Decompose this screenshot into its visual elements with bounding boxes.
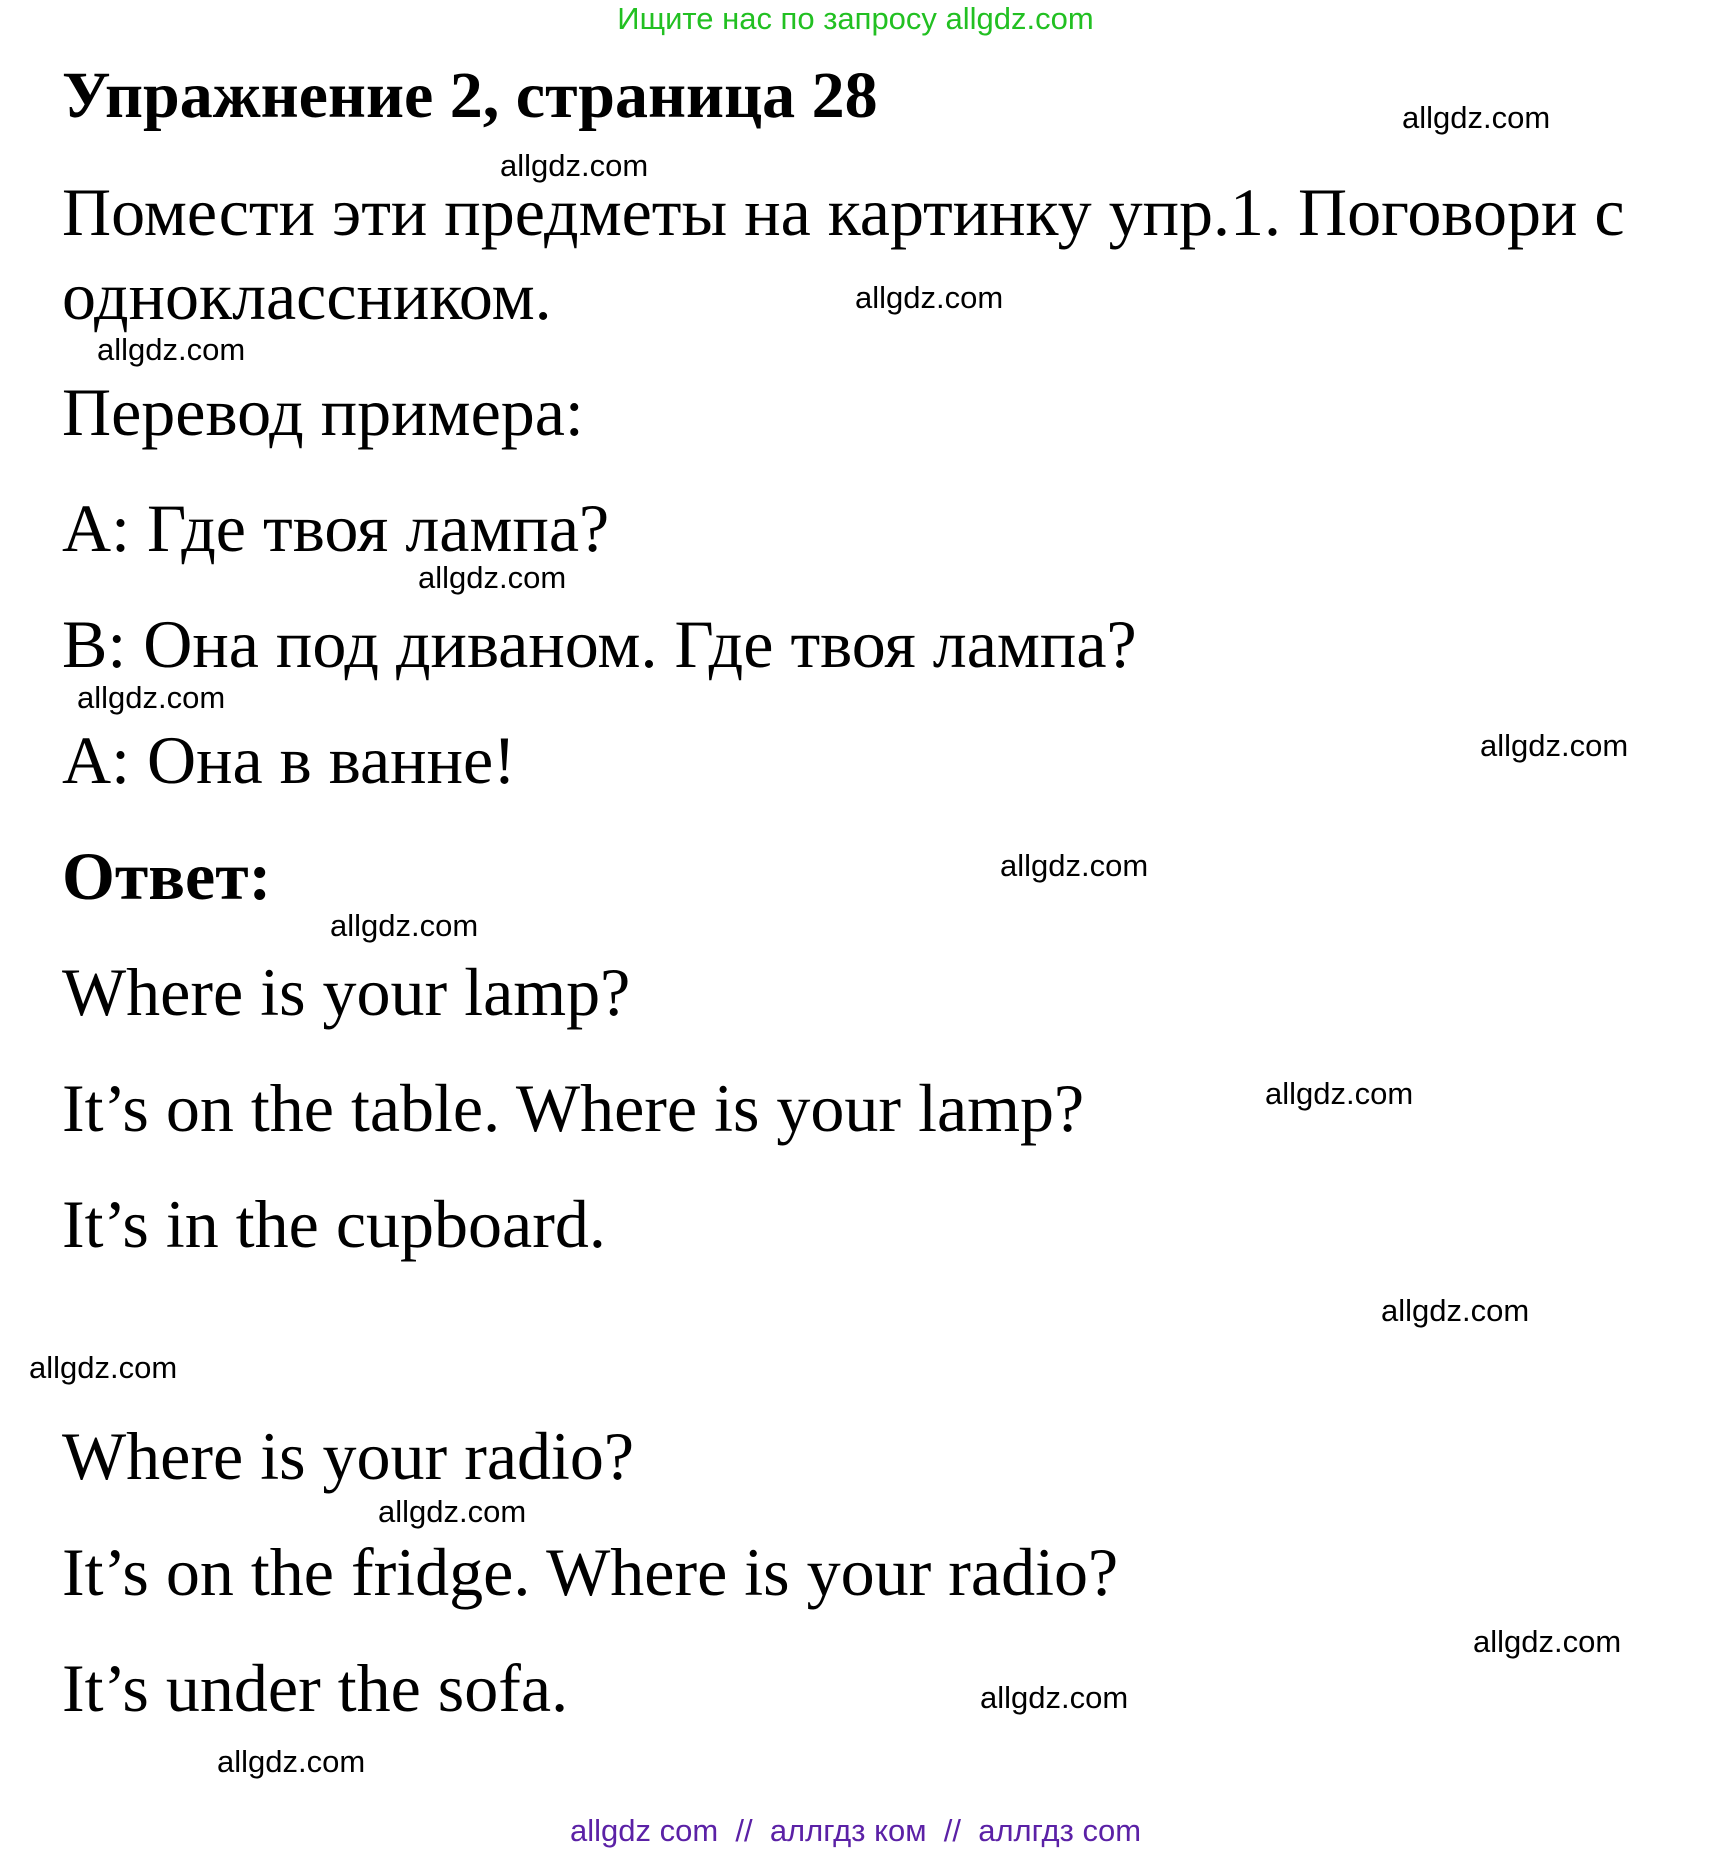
watermark: allgdz.com	[1381, 1293, 1530, 1328]
translation-heading: Перевод примера:	[62, 374, 584, 450]
answer-line-3: It’s in the cupboard.	[62, 1186, 606, 1262]
answer-line-6: It’s under the sofa.	[62, 1650, 569, 1726]
answer-line-5: It’s on the fridge. Where is your radio?	[62, 1534, 1119, 1610]
watermark: allgdz.com	[97, 332, 246, 367]
task-line-1: Помести эти предметы на картинку упр.1. Поговори с	[62, 174, 1625, 250]
watermark: allgdz.com	[1402, 100, 1551, 135]
watermark: allgdz.com	[77, 680, 226, 715]
watermark: allgdz.com	[500, 148, 649, 183]
watermark: allgdz.com	[378, 1494, 527, 1529]
watermark: allgdz.com	[1473, 1624, 1622, 1659]
answer-line-1: Where is your lamp?	[62, 954, 631, 1030]
answer-line-4: Where is your radio?	[62, 1418, 635, 1494]
watermark: allgdz.com	[980, 1680, 1129, 1715]
example-line-2: В: Она под диваном. Где твоя лампа?	[62, 606, 1137, 682]
watermark: allgdz.com	[217, 1744, 366, 1779]
watermark: allgdz.com	[1265, 1076, 1414, 1111]
watermark: allgdz.com	[418, 560, 567, 595]
watermark: allgdz.com	[855, 280, 1004, 315]
example-line-1: А: Где твоя лампа?	[62, 490, 610, 566]
watermark: allgdz.com	[330, 908, 479, 943]
watermark: allgdz.com	[1480, 728, 1629, 763]
watermark: allgdz.com	[1000, 848, 1149, 883]
top-banner: Ищите нас по запросу allgdz.com	[617, 1, 1094, 36]
watermark: allgdz.com	[29, 1350, 178, 1385]
example-line-3: А: Она в ванне!	[62, 722, 516, 798]
footer-links: allgdz com // аллгдз ком // аллгдз com	[569, 1813, 1142, 1848]
answer-line-2: It’s on the table. Where is your lamp?	[62, 1070, 1085, 1146]
task-line-2: одноклассником.	[62, 258, 552, 334]
page-title: Упражнение 2, страница 28	[62, 59, 878, 132]
answer-label: Ответ:	[62, 838, 272, 914]
